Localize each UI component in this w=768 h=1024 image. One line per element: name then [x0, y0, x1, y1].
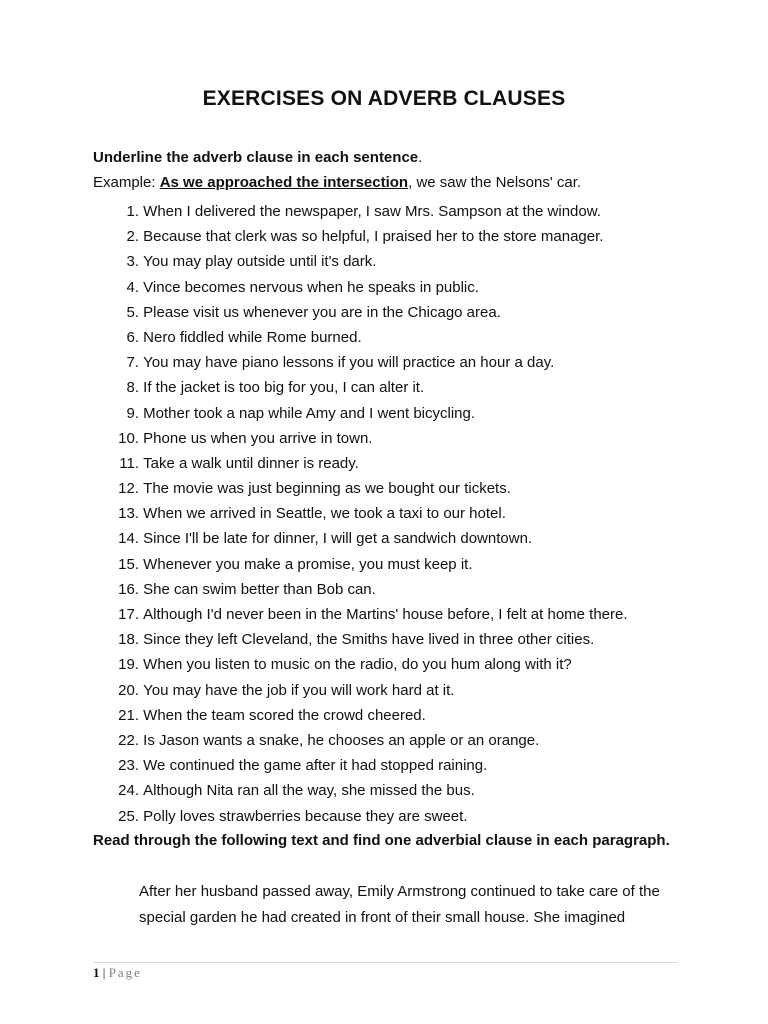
instruction-text	[93, 149, 422, 166]
sentence-item	[93, 325, 693, 350]
sentence-item	[93, 275, 693, 300]
sentence-text: Take a walk until dinner is ready.	[143, 454, 359, 472]
sentence-text: The movie was just beginning as we bought our tickets.	[143, 480, 511, 498]
sentence-number: 21.	[118, 706, 139, 724]
sentence-number: 23.	[118, 757, 139, 775]
sentence-text: Vince becomes nervous when he speaks in public.	[143, 278, 479, 296]
sentence-number: 8.	[126, 379, 139, 397]
sentence-text: If the jacket is too big for you, I can alter it.	[143, 379, 425, 397]
sentence-text: Polly loves strawberries because they are sweet.	[143, 807, 468, 825]
sentence-number: 1.	[126, 203, 139, 220]
example-line	[93, 174, 581, 191]
sentence-item	[93, 426, 693, 451]
sentence-number: 4.	[126, 278, 139, 296]
sentence-number: 19.	[118, 656, 139, 674]
sentence-text: When the team scored the crowd cheered.	[143, 706, 426, 724]
sentence-text: Although Nita ran all the way, she missed the bus.	[143, 782, 475, 800]
sentence-item	[93, 451, 693, 476]
sentence-item	[93, 753, 693, 778]
page-label: Page	[108, 965, 142, 980]
sentence-text: When I delivered the newspaper, I saw Mrs. Sampson at the window.	[143, 203, 601, 220]
sentence-number: 13.	[118, 505, 139, 523]
example-underlined-clause: As we approached the intersection	[159, 174, 409, 191]
sentence-text: Since I'll be late for dinner, I will get a sandwich downtown.	[143, 530, 533, 548]
sentence-text: You may have piano lessons if you will practice an hour a day.	[143, 354, 555, 372]
instruction-label: Underline the adverb clause in each sentence	[93, 149, 419, 166]
sentence-item	[93, 526, 693, 551]
sentence-item	[93, 804, 693, 829]
sentence-item	[93, 224, 693, 249]
page-footer	[93, 965, 142, 981]
sentence-text: She can swim better than Bob can.	[143, 580, 376, 598]
sentence-list	[93, 199, 693, 829]
sentence-text: Is Jason wants a snake, he chooses an apple or an orange.	[143, 731, 540, 749]
sentence-item	[93, 652, 693, 677]
sentence-number: 25.	[118, 807, 139, 825]
sentence-number: 20.	[118, 681, 139, 699]
sentence-item	[93, 375, 693, 400]
page-title: EXERCISES ON ADVERB CLAUSES	[202, 87, 566, 110]
sentence-text: You may play outside until it's dark.	[143, 253, 377, 271]
example-rest: , we saw the Nelsons' car.	[408, 174, 582, 191]
sentence-text: Since they left Cleveland, the Smiths have lived in three other cities.	[143, 631, 595, 649]
sentence-text: Mother took a nap while Amy and I went bicycling.	[143, 404, 476, 422]
sentence-text: You may have the job if you will work hard at it.	[143, 681, 455, 699]
sentence-item	[93, 249, 693, 274]
sentence-number: 18.	[118, 631, 139, 649]
sentence-item	[93, 602, 693, 627]
sentence-number: 22.	[118, 731, 139, 749]
sentence-item	[93, 199, 693, 224]
sentence-text: Although I'd never been in the Martins' house before, I felt at home there.	[143, 606, 628, 623]
sentence-text: Phone us when you arrive in town.	[143, 429, 373, 447]
sentence-number: 24.	[118, 782, 139, 800]
sentence-item	[93, 501, 693, 526]
sentence-text: Whenever you make a promise, you must keep it.	[143, 555, 473, 573]
sentence-text: Because that clerk was so helpful, I praised her to the store manager.	[143, 228, 604, 246]
sentence-number: 15.	[118, 555, 139, 573]
sentence-number: 6.	[126, 328, 139, 346]
sentence-item	[93, 728, 693, 753]
sentence-number: 16.	[118, 580, 139, 598]
sentence-number: 2.	[126, 228, 139, 246]
sentence-item	[93, 577, 693, 602]
sentence-item	[93, 350, 693, 375]
sentence-item	[93, 678, 693, 703]
sentence-number: 11.	[119, 454, 139, 472]
page-number: 1	[93, 965, 100, 980]
sentence-item	[93, 552, 693, 577]
sentence-item	[93, 401, 693, 426]
section2-instruction: Read through the following text and find one adverbial clause in each paragraph.	[93, 832, 670, 849]
sentence-item	[93, 703, 693, 728]
instruction-period: .	[418, 149, 423, 166]
footer-separator: |	[99, 965, 109, 980]
example-label: Example:	[93, 174, 160, 191]
sentence-item	[93, 300, 693, 325]
sentence-number: 9.	[126, 404, 139, 422]
sentence-number: 14.	[118, 530, 139, 548]
sentence-text: When you listen to music on the radio, do you hum along with it?	[143, 656, 572, 674]
sentence-text: Nero fiddled while Rome burned.	[143, 328, 362, 346]
sentence-item	[93, 476, 693, 501]
sentence-number: 10.	[118, 429, 139, 447]
sentence-number: 17.	[118, 606, 139, 623]
sentence-item	[93, 778, 693, 803]
sentence-number: 7.	[126, 354, 139, 372]
sentence-text: Please visit us whenever you are in the Chicago area.	[143, 303, 501, 321]
sentence-number: 3.	[126, 253, 139, 271]
sentence-text: We continued the game after it had stopped raining.	[143, 757, 488, 775]
sentence-number: 5.	[126, 303, 139, 321]
sentence-text: When we arrived in Seattle, we took a taxi to our hotel.	[143, 505, 506, 523]
footer-divider	[93, 962, 678, 963]
sentence-item	[93, 627, 693, 652]
sentence-number: 12.	[118, 480, 139, 498]
reading-paragraph: After her husband passed away, Emily Armstrong continued to take care of the special garden he had created in front of their small house. She imagined	[139, 883, 660, 926]
